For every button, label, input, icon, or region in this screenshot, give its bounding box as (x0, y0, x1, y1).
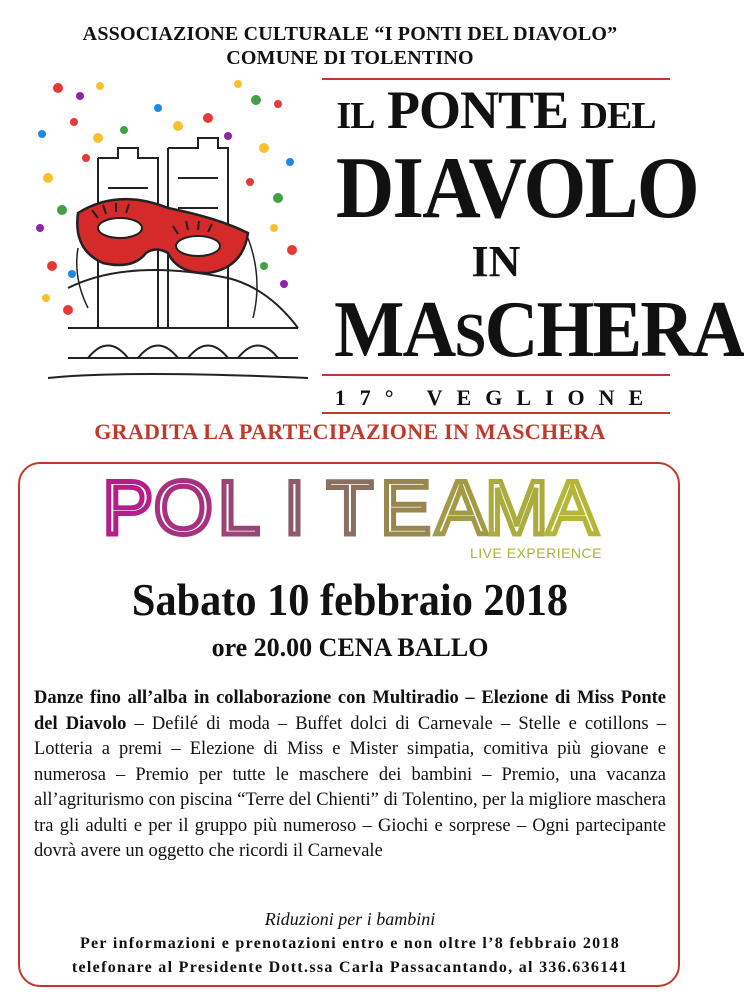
confetti (36, 80, 297, 315)
logo-subtitle: LIVE EXPERIENCE (470, 545, 602, 561)
castle-mask-illustration (28, 78, 318, 388)
title-line-2: DIAVOLO (335, 140, 698, 237)
info-line-1: Per informazioni e prenotazioni entro e non oltre l’8 febbraio 2018 (79, 935, 621, 952)
tagline: GRADITA LA PARTECIPAZIONE IN MASCHERA (94, 419, 606, 444)
header-block (0, 22, 700, 70)
logo-letter-i: I (283, 466, 305, 551)
title-bottom-rule (322, 374, 670, 376)
event-time: ore 20.00 CENA BALLO (211, 633, 489, 662)
event-description (34, 686, 666, 865)
logo-letter-m: M (485, 466, 549, 551)
logo-letter-t: T (326, 466, 374, 551)
title-line-4: MASCHERA (334, 286, 744, 374)
title-line-1: IL PONTE DEL (336, 80, 656, 140)
title-line-3: IN (471, 237, 521, 286)
edition-label: 17° VEGLIONE (334, 385, 658, 410)
description-intro: Danze fino all’alba in collaborazione con Multiradio – Elezione di Miss Ponte del Diavolo (34, 688, 666, 734)
info-line-2: telefonare al Presidente Dott.ssa Carla Passacantando, al 336.636141 (71, 959, 629, 976)
logo-letter-p: P (102, 466, 154, 551)
logo-letter-o: O (153, 466, 213, 551)
logo-letter-e: E (380, 466, 431, 551)
info-block (0, 932, 700, 980)
logo-letter-a: A (546, 466, 598, 551)
politeama-logo (100, 466, 600, 551)
logo-letter-a: A (435, 466, 487, 551)
comune-name: COMUNE DI TOLENTINO (226, 47, 474, 69)
edition-rule (322, 412, 670, 414)
event-date: Sabato 10 febbraio 2018 (131, 574, 569, 625)
description-body: – Defilé di moda – Buffet dolci di Carnevale – Stelle e cotillons – Lotteria a premi – Elezione di Miss e Mister simpatia, comitiva più giovane e numerosa – Premio per tutte le maschere dei bambini – Premio, una vacanza all’agriturismo con piscina “Terre del Chienti” di Tolentino, per la migliore maschera tra gli adulti e per il gruppo più numeroso – Giochi e sorprese – Ogni partecipante dovrà avere un oggetto che ricordi il Carnevale (34, 713, 666, 861)
carnival-mask (77, 199, 248, 273)
association-name: ASSOCIAZIONE CULTURALE “I PONTI DEL DIAVOLO” (82, 23, 618, 45)
logo-letter-l: L (217, 466, 261, 551)
reductions-note: Riduzioni per i bambini (264, 909, 436, 929)
